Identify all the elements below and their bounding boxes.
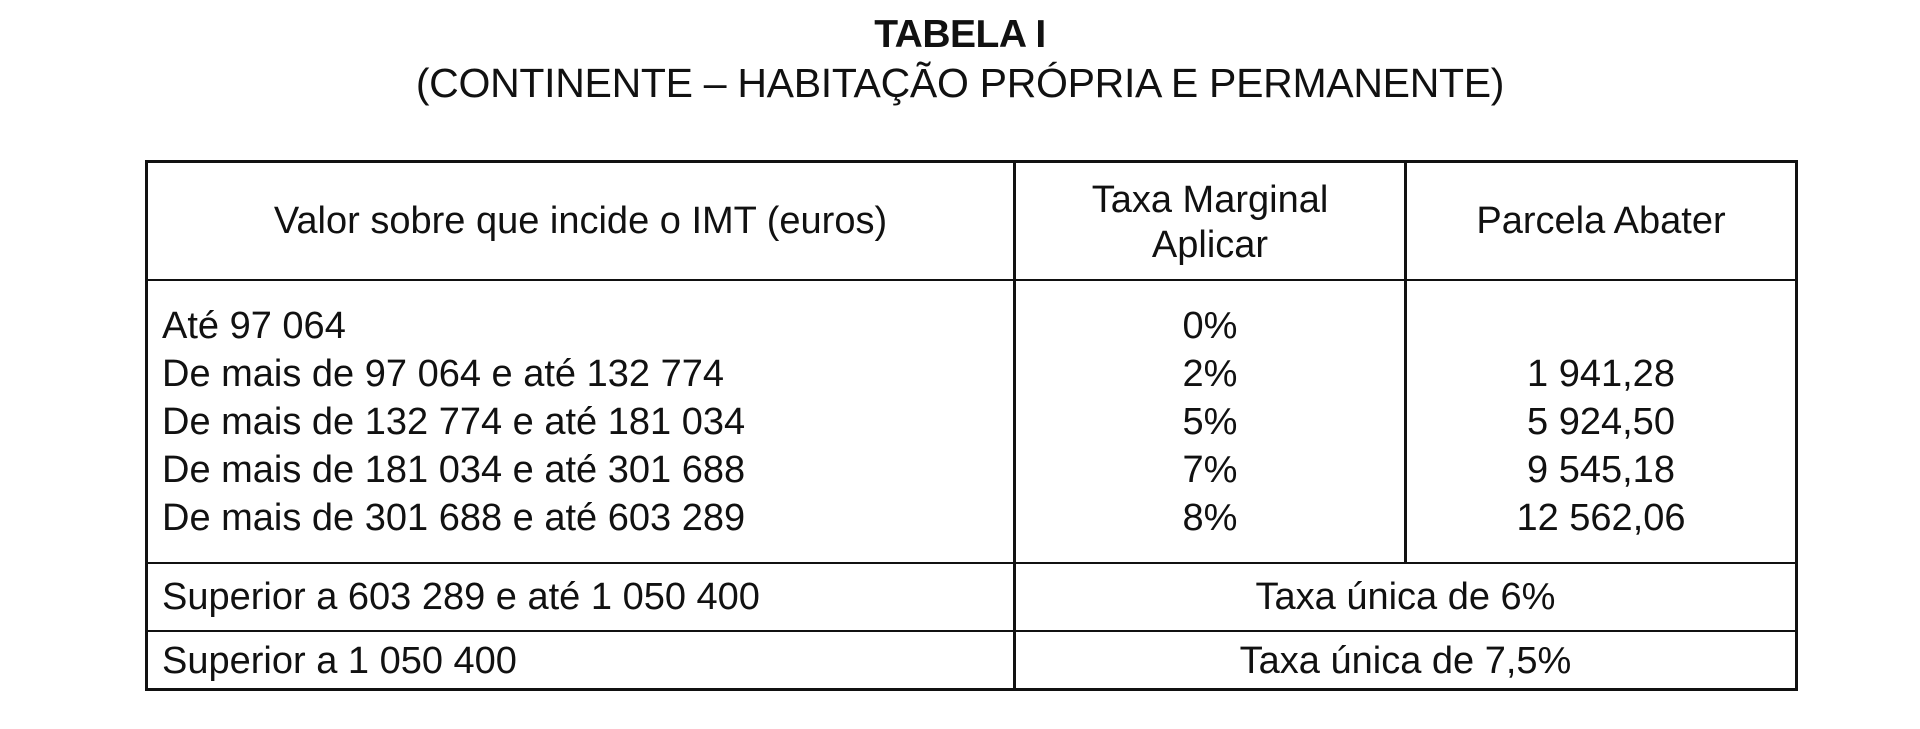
- bracket-range: De mais de 301 688 e até 603 289: [162, 497, 746, 539]
- header-rate-line2: Aplicar: [1151, 224, 1269, 266]
- row-divider-flat-1: [145, 562, 1798, 564]
- bracket-rate: 7%: [1182, 449, 1238, 491]
- row-divider-flat-2: [145, 630, 1798, 632]
- document-title: TABELA I: [874, 13, 1046, 56]
- bracket-ranges: [162, 302, 745, 542]
- bracket-rate: 5%: [1182, 401, 1238, 443]
- flat-row-range: Superior a 1 050 400: [162, 640, 517, 682]
- bracket-range: Até 97 064: [162, 305, 346, 347]
- bracket-deduction: 5 924,50: [1527, 401, 1675, 443]
- bracket-deductions: [1407, 302, 1795, 542]
- document-subtitle: (CONTINENTE – HABITAÇÃO PRÓPRIA E PERMANENTE): [415, 60, 1505, 106]
- bracket-rate: 8%: [1182, 497, 1238, 539]
- header-divider: [145, 279, 1798, 281]
- bracket-range: De mais de 181 034 e até 301 688: [162, 449, 746, 491]
- flat-row-range: Superior a 603 289 e até 1 050 400: [162, 576, 760, 618]
- flat-row-rate: Taxa única de 6%: [1255, 576, 1556, 618]
- bracket-deduction: [1407, 302, 1795, 350]
- bracket-range: De mais de 132 774 e até 181 034: [162, 401, 746, 443]
- header-deduction: Parcela Abater: [1476, 200, 1726, 242]
- bracket-deduction: 1 941,28: [1527, 353, 1675, 395]
- bracket-deduction: 9 545,18: [1527, 449, 1675, 491]
- flat-row-rate: Taxa única de 7,5%: [1239, 640, 1572, 682]
- header-rate-line1: Taxa Marginal: [1091, 179, 1329, 221]
- header-value: Valor sobre que incide o IMT (euros): [273, 200, 888, 242]
- header-rate: [1016, 178, 1404, 268]
- bracket-rate: 0%: [1182, 305, 1238, 347]
- bracket-range: De mais de 97 064 e até 132 774: [162, 353, 724, 395]
- bracket-rates: [1016, 302, 1404, 542]
- bracket-rate: 2%: [1182, 353, 1238, 395]
- bracket-deduction: 12 562,06: [1516, 497, 1686, 539]
